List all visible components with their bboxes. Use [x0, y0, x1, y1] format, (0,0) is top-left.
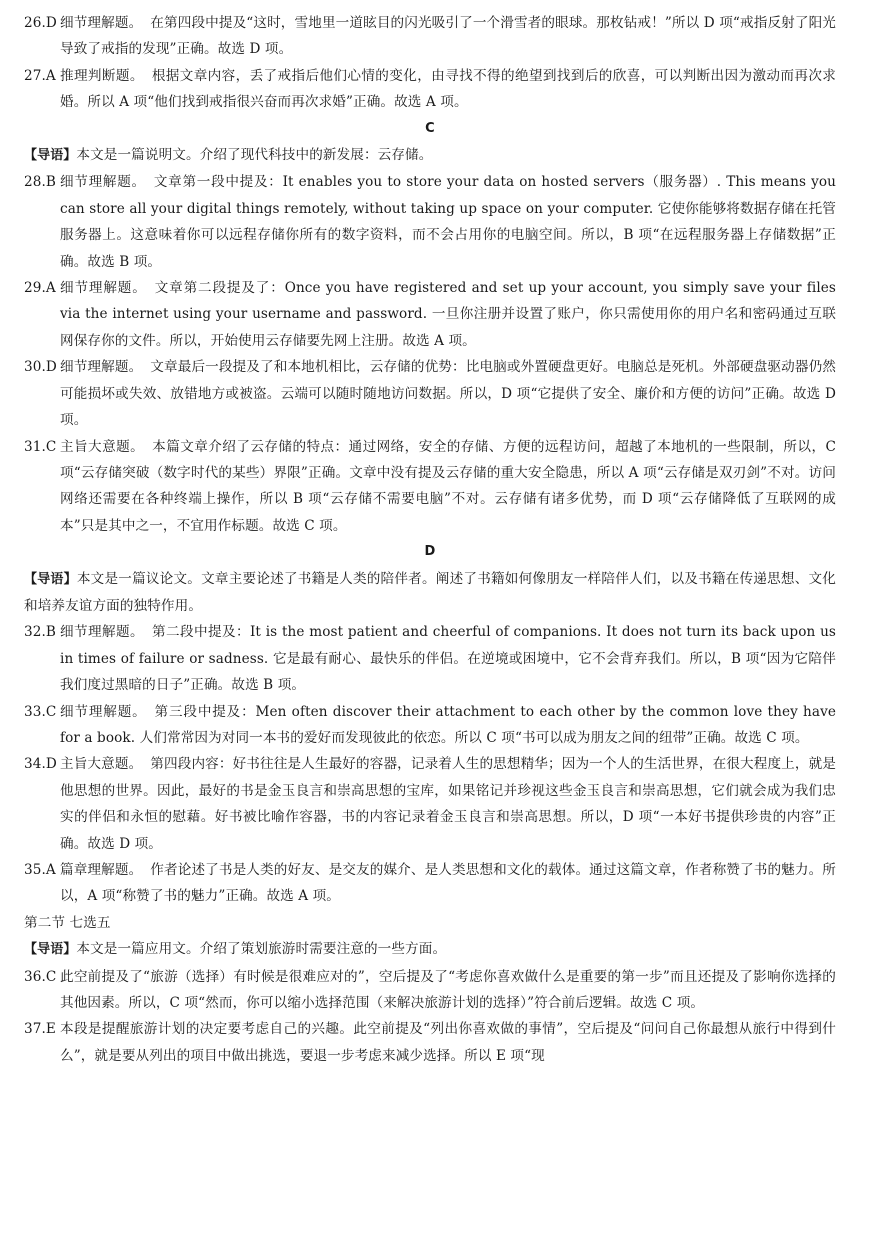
item-number: 26.D — [24, 15, 57, 31]
item-number: 33.C — [24, 703, 57, 720]
explanation-text: 本篇文章介绍了云存储的特点：通过网络，安全的存储、方便的远程访问，超越了本地机的一些限制，所以，C 项“云存储突破（数字时代的某些）界限”正确。文章中没有提及云存储的重大安全隐患，所以 A 项“云存储是双刃剑”不对。访问网络还需要在各种终端上操作，所以 B 项“云存储不需要电脑”不对。云存储有诸多优势，而 D 项“云存储降低了互联网的成本”只是其中之一，不宜用作标题。故选 C 项。 — [60, 438, 836, 534]
item-number: 37.E — [24, 1021, 56, 1038]
item-number: 28.B — [24, 174, 57, 191]
intro-tag: 【导语】 — [24, 571, 77, 587]
explanation-text: 本段是提醒旅游计划的决定要考虑自己的兴趣。此空前提及“列出你喜欢做的事情”，空后提及“问问自己你最想从旅行中得到什么”，就是要从列出的项目中做出挑选，要退一步考虑来减少选择。所以 E 项“现 — [60, 1021, 836, 1064]
intro-text: 本文是一篇应用文。介绍了策划旅游时需要注意的一些方面。 — [76, 941, 447, 958]
explanation-text: 作者论述了书是人类的好友、是交友的媒介、是人类思想和文化的载体。通过这篇文章，作者称赞了书的魅力。所以，A 项“称赞了书的魅力”正确。故选 A 项。 — [60, 862, 836, 905]
explanation-text: 此空前提及了“旅游（选择）有时候是很难应对的”，空后提及了“考虑你喜欢做什么是重要的第一步”而且还提及了影响你选择的其他因素。所以，C 项“然而，你可以缩小选择范围（来解决旅游计划的选择）”符合前后逻辑。故选 C 项。 — [60, 968, 836, 1012]
answer-item-31 — [24, 434, 836, 540]
item-number: 29.A — [24, 280, 56, 297]
intro-tag: 【导语】 — [24, 148, 77, 164]
question-type: 细节理解题。 — [60, 359, 143, 376]
answer-item-34 — [24, 751, 836, 857]
section-intro-d — [24, 566, 836, 620]
explanation-text: 第四段内容：好书往往是人生最好的容器，记录着人生的思想精华；因为一个人的生活世界，在很大程度上，就是他思想的世界。因此，最好的书是金玉良言和崇高思想的宝库，如果铭记并珍视这些金玉良言和崇高思想，它们就会成为我们忠实的伴侣和永恒的慰藉。好书被比喻作容器，书的内容记录着金玉良言和崇高思想。所以，D 项“一本好书提供珍贵的内容”正确。故选 D 项。 — [60, 756, 836, 852]
explanation-text: 文章第一段中提及：It enables you to store your data on hosted servers（服务器）. This means you can store all your digital things remotely, without taking up space on your computer. 它使你能够将数据存储在托管服务器上。这意味着你可以远程存储你所有的数字资料，而不会占用你的电脑空间。所以，B 项“在远程服务器上存储数据”正确。故选 B 项。 — [60, 174, 836, 270]
question-type: 细节理解题。 — [60, 703, 147, 720]
section-heading-d: D — [424, 544, 436, 560]
item-number: 34.D — [24, 756, 57, 773]
intro-tag: 【导语】 — [24, 942, 77, 958]
part-two-heading: 第二节 七选五 — [24, 914, 111, 931]
question-type: 主旨大意题。 — [60, 756, 143, 773]
answer-item-35 — [24, 857, 836, 910]
explanation-text: 文章第二段提及了：Once you have registered and set up your account, you simply save your files via the internet using your username and password. 一旦你注册并设置了账户，你只需使用你的用户名和密码通过互联网保存你的文件。所以，开始使用云存储要先网上注册。故选 A 项。 — [60, 280, 836, 349]
question-type: 细节理解题。 — [60, 280, 147, 297]
answer-item-28 — [24, 169, 836, 275]
answer-item-27 — [24, 63, 836, 116]
section-intro-c — [24, 142, 836, 169]
answer-page — [24, 10, 836, 1069]
section-heading-c: C — [425, 120, 435, 136]
explanation-text: 在第四段中提及“这时，雪地里一道眩目的闪光吸引了一个滑雪者的眼球。那枚钻戒！”所以 D 项“戒指反射了阳光导致了戒指的发现”正确。故选 D 项。 — [60, 15, 836, 58]
question-type: 细节理解题。 — [60, 15, 143, 31]
item-number: 30.D — [24, 359, 57, 376]
item-number: 36.C — [24, 968, 57, 985]
item-number: 35.A — [24, 862, 56, 878]
answer-item-32 — [24, 619, 836, 698]
answer-item-37 — [24, 1016, 836, 1069]
question-type: 篇章理解题。 — [60, 862, 143, 878]
answer-item-33 — [24, 699, 836, 752]
item-number: 27.A — [24, 67, 56, 84]
question-type: 推理判断题。 — [60, 67, 144, 84]
explanation-text: 第二段中提及：It is the most patient and cheerful of companions. It does not turn its back upon us in times of failure or sadness. 它是最有耐心、最快乐的伴侣。在逆境或困境中，它不会背弃我们。所以，B 项“因为它陪伴我们度过黑暗的日子”正确。故选 B 项。 — [60, 624, 836, 694]
answer-item-36 — [24, 964, 836, 1017]
question-type: 细节理解题。 — [60, 174, 146, 191]
question-type: 细节理解题。 — [60, 624, 144, 641]
explanation-text: 文章最后一段提及了和本地机相比，云存储的优势：比电脑或外置硬盘更好。电脑总是死机。外部硬盘驱动器仍然可能损坏或失效、放错地方或被盗。云端可以随时随地访问数据。所以，D 项“它提供了安全、廉价和方便的访问”正确。故选 D 项。 — [60, 359, 836, 429]
part-two-intro — [24, 936, 836, 963]
item-number: 32.B — [24, 624, 57, 641]
answer-item-30 — [24, 354, 836, 433]
question-type: 主旨大意题。 — [60, 438, 145, 455]
explanation-text: 第三段中提及：Men often discover their attachment to each other by the common love they have for a book. 人们常常因为对同一本书的爱好而发现彼此的依恋。所以 C 项“书可以成为朋友之间的纽带”正确。故选 C 项。 — [60, 703, 837, 746]
item-number: 31.C — [24, 438, 57, 455]
intro-text: 本文是一篇说明文。介绍了现代科技中的新发展：云存储。 — [76, 147, 433, 164]
explanation-text: 根据文章内容，丢了戒指后他们心情的变化，由寻找不得的绝望到找到后的欣喜，可以判断出因为激动而再次求婚。所以 A 项“他们找到戒指很兴奋而再次求婚”正确。故选 A 项。 — [60, 67, 836, 111]
answer-item-29 — [24, 275, 836, 354]
intro-text: 本文是一篇议论文。文章主要论述了书籍是人类的陪伴者。阐述了书籍如何像朋友一样陪伴人们，以及书籍在传递思想、文化和培养友谊方面的独特作用。 — [24, 570, 837, 614]
answer-item-26 — [24, 10, 836, 63]
